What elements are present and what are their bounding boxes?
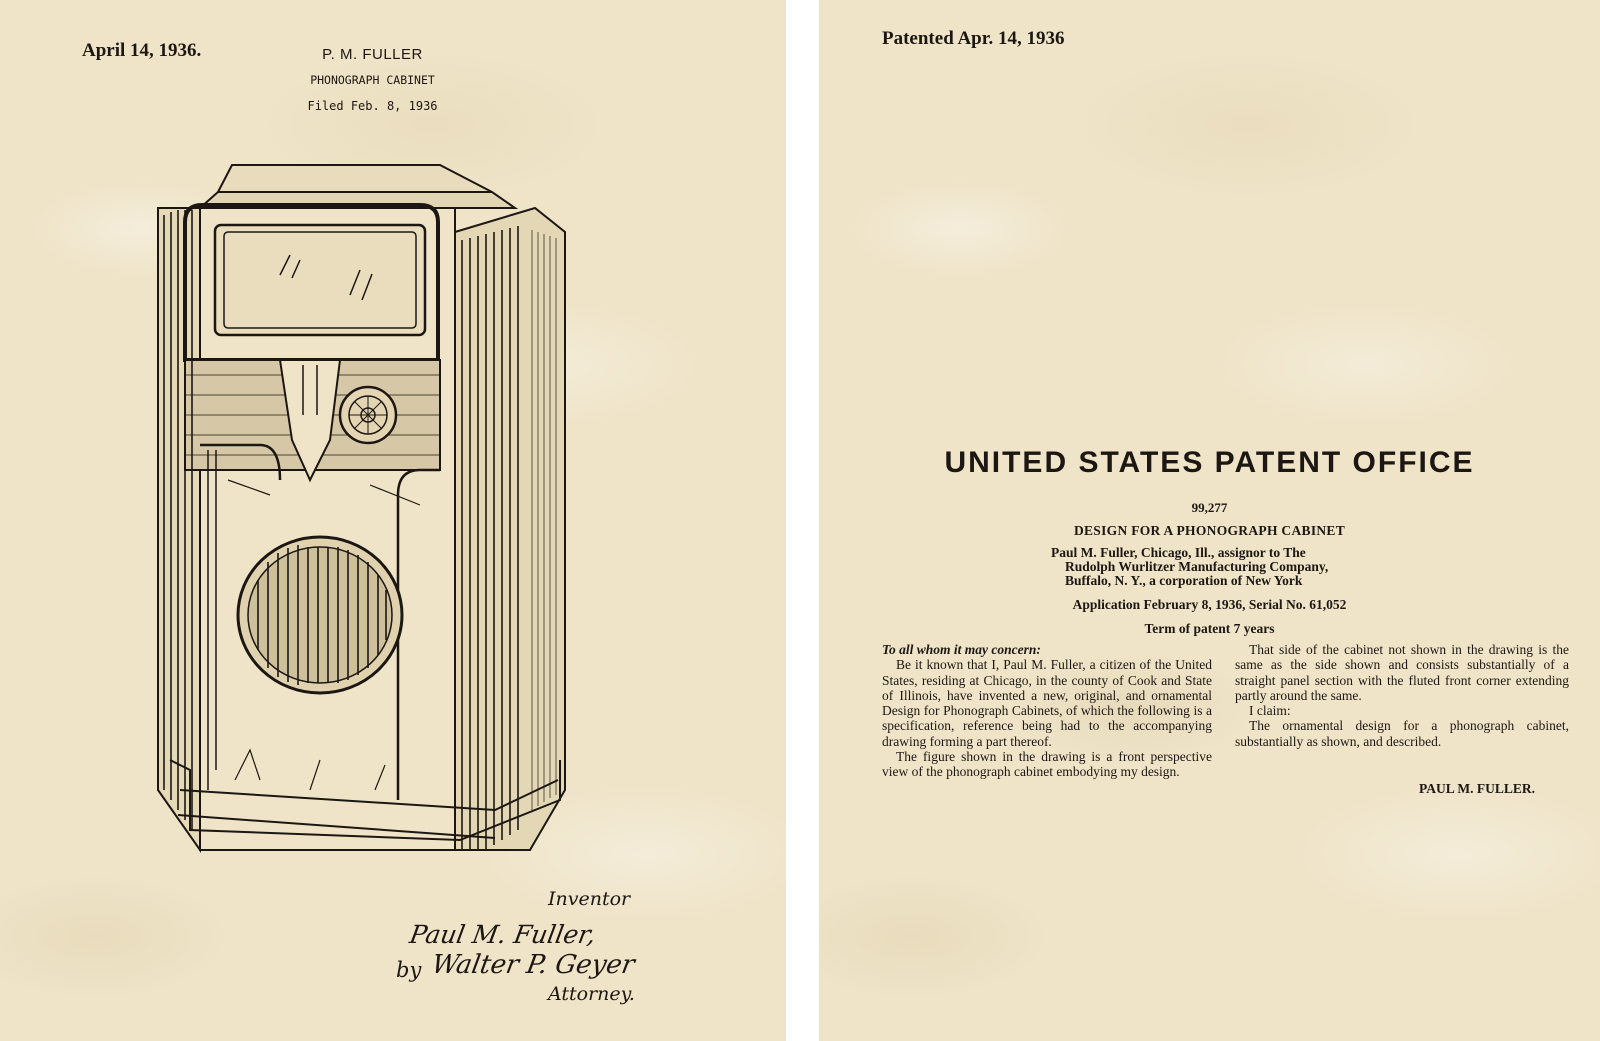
patent-office-heading: UNITED STATES PATENT OFFICE [944,446,1475,479]
assignor-line: Paul M. Fuller, Chicago, Ill., assignor to The [1051,545,1306,560]
salutation: To all whom it may concern: [882,642,1041,657]
assignor-block [1051,546,1411,588]
patent-number: 99,277 [1191,500,1228,515]
attorney-signature: Walter P. Geyer [429,950,637,980]
attorney-label: Attorney. [548,983,635,1005]
claim-text: The ornamental design for a phonograph cabinet, substantially as shown, and described. [1235,718,1569,749]
design-title: DESIGN FOR A PHONOGRAPH CABINET [1073,523,1346,538]
spec-paragraph: Be it known that I, Paul M. Fuller, a citizen of the United States, residing at Chicago, in the county of Cook and State of Illinois, have invented a new, original, and ornamental Design for Phonograph Cabinets, of which the following is a specification, reference being had to the accompanying drawing forming a part thereof. [882,657,1212,749]
term-line: Term of patent 7 years [1144,621,1275,636]
filed-date: Filed Feb. 8, 1936 [307,99,438,113]
assignor-line: Buffalo, N. Y., a corporation of New York [1065,573,1303,588]
sheet-title: PHONOGRAPH CABINET [310,73,435,87]
spec-column-right [1235,642,1569,749]
drawing-sheet [0,0,786,1041]
spec-paragraph: The figure shown in the drawing is a front perspective view of the phonograph cabinet embodying my design. [882,749,1212,780]
spec-column-left [882,642,1212,780]
claim-heading: I claim: [1249,703,1291,719]
by-label: by [396,958,422,982]
inventor-name: P. M. FULLER [322,46,423,63]
specification-sheet [819,0,1600,1041]
inventor-label: Inventor [548,888,631,910]
spec-paragraph: That side of the cabinet not shown in the drawing is the same as the side shown and consists substantially of a straight panel section with the fluted front corner extending partly around the same. [1235,642,1569,703]
sheet-date: April 14, 1936. [82,40,202,61]
cabinet-drawing [140,150,580,870]
patented-date: Patented Apr. 14, 1936 [882,28,1065,49]
spec-signature: PAUL M. FULLER. [1419,781,1536,796]
application-line: Application February 8, 1936, Serial No. 61,052 [1072,597,1347,612]
assignor-line: Rudolph Wurlitzer Manufacturing Company, [1065,559,1329,574]
inventor-signature: Paul M. Fuller, [407,920,599,949]
